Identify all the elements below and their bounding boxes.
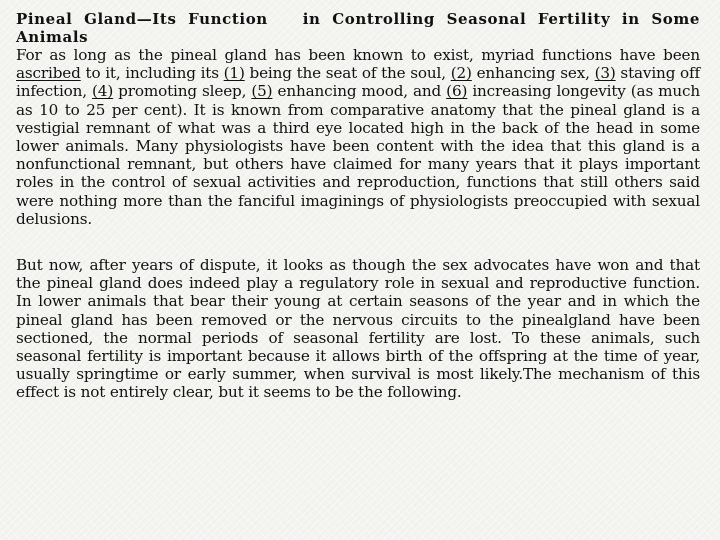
p1-text-7: enhancing mood, and xyxy=(277,82,442,101)
p1-text-5: staving off infection, xyxy=(16,64,700,101)
p1-text-6: promoting sleep, xyxy=(118,82,247,101)
underlined-word-ascribed: ascribed xyxy=(16,64,81,83)
list-number-5: (5) xyxy=(251,82,273,101)
p1-text-8: increasing longevity (as much as 10 to 25 per cent). It is known from comparative anatomy that the pineal gland is a vestigial remnant of what was a third eye located high in the back of the head in some lower animals. Many physiologists have been content with the idea that this gland is a nonfunctional remnant, but others have claimed for many years that it plays important roles in the control of sexual activities and reproduction, functions that still others said were nothing more than the fanciful imaginings of physiologists preoccupied with sexual delusions. xyxy=(16,82,701,228)
title-part-2: in Controlling Seasonal Fertility in Some Animals xyxy=(16,10,701,46)
list-number-1: (1) xyxy=(223,64,245,83)
p1-text-4: enhancing sex, xyxy=(476,64,590,83)
list-number-3: (3) xyxy=(594,64,616,83)
list-number-6: (6) xyxy=(446,82,468,101)
title-part-1: Pineal Gland—Its Function xyxy=(16,10,268,28)
slide-title xyxy=(16,10,700,46)
slide-content xyxy=(16,10,700,402)
paragraph-1 xyxy=(16,46,700,228)
p1-text-1: For as long as the pineal gland has been known to exist, myriad functions have been xyxy=(16,46,700,64)
paragraph-2: But now, after years of dispute, it looks as though the sex advocates have won and that the pineal gland does indeed play a regulatory role in sexual and reproductive function. In lower animals that bear their young at certain seasons of the year and in which the pineal gland has been removed or the nervous circuits to the pinealgland have been sectioned, the normal periods of seasonal fertility are lost. To these animals, such seasonal fertility is important because it allows birth of the offspring at the time of year, usually springtime or early summer, when survival is most likely.The mechanism of this effect is not entirely clear, but it seems to be the following. xyxy=(16,256,700,402)
p1-text-3: being the seat of the soul, xyxy=(249,64,446,83)
list-number-4: (4) xyxy=(92,82,114,101)
p1-text-2: to it, including its xyxy=(85,64,219,83)
list-number-2: (2) xyxy=(450,64,472,83)
